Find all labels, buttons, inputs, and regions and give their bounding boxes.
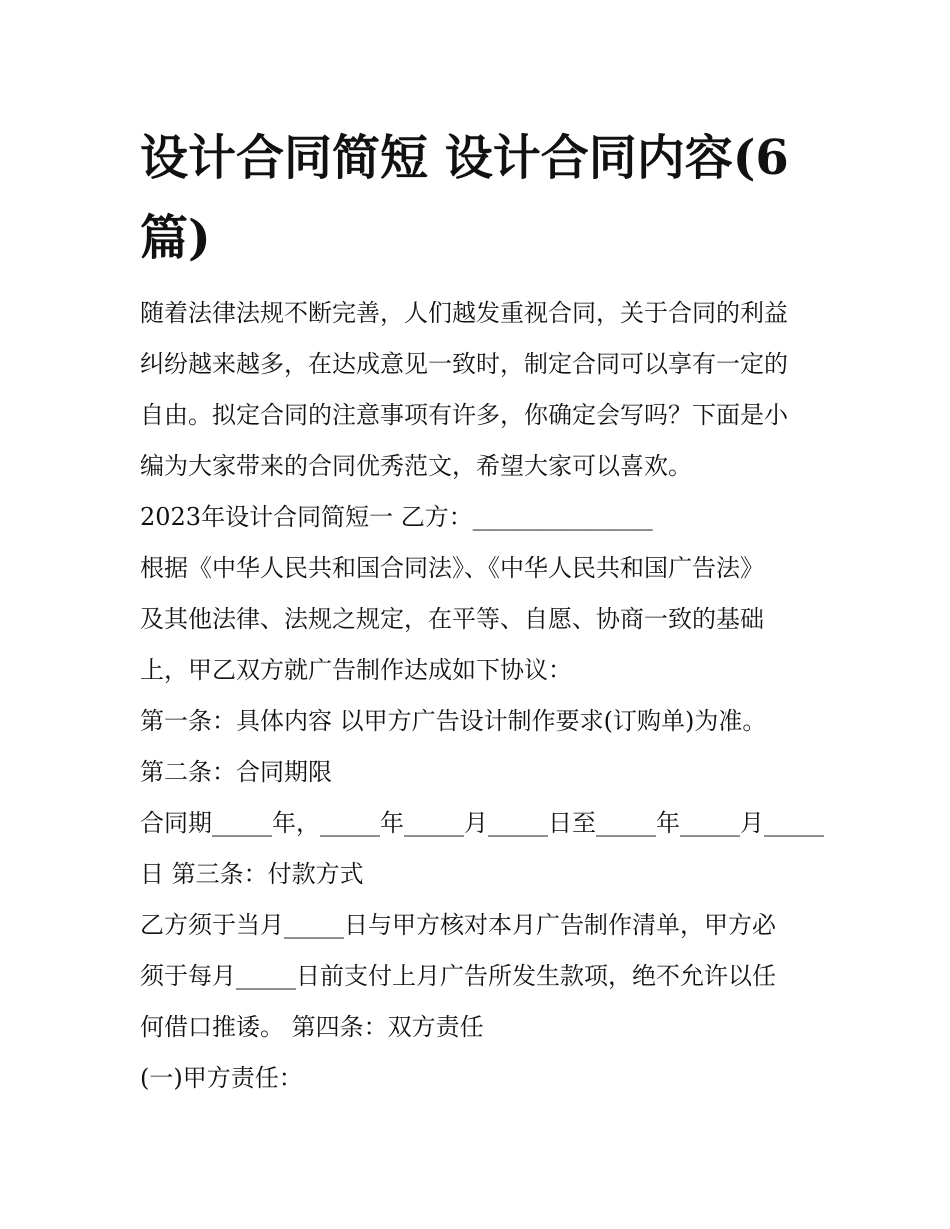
document-title xyxy=(140,118,820,278)
body-line: 第二条：合同期限 xyxy=(140,758,332,786)
body-line: 须于每月_____日前支付上月广告所发生款项，绝不允许以任 xyxy=(140,962,776,990)
document-body xyxy=(140,288,824,1104)
title-line-2: 篇) xyxy=(140,210,211,266)
body-line: 何借口推诿。 第四条：双方责任 xyxy=(140,1013,484,1041)
body-line: 编为大家带来的合同优秀范文，希望大家可以喜欢。 xyxy=(140,452,692,480)
body-line: 日 第三条：付款方式 xyxy=(140,860,364,888)
body-line: 纠纷越来越多，在达成意见一致时，制定合同可以享有一定的 xyxy=(140,350,788,378)
body-line: 2023年设计合同简短一 乙方：_______________ xyxy=(140,503,653,531)
body-line: 根据《中华人民共和国合同法》、《中华人民共和国广告法》 xyxy=(140,554,764,582)
body-line: 及其他法律、法规之规定，在平等、自愿、协商一致的基础 xyxy=(140,605,764,633)
body-line: 第一条：具体内容 以甲方广告设计制作要求(订购单)为准。 xyxy=(140,707,767,735)
body-line: (一)甲方责任： xyxy=(140,1064,303,1092)
body-line: 自由。拟定合同的注意事项有许多，你确定会写吗？下面是小 xyxy=(140,401,788,429)
body-line: 乙方须于当月_____日与甲方核对本月广告制作清单，甲方必 xyxy=(140,911,776,939)
title-line-1: 设计合同简短 设计合同内容(6 xyxy=(140,130,789,186)
body-line: 随着法律法规不断完善，人们越发重视合同，关于合同的利益 xyxy=(140,299,788,327)
body-line: 合同期_____年，_____年_____月_____日至_____年_____月_____ xyxy=(140,809,824,837)
document-page xyxy=(140,118,824,1104)
body-line: 上，甲乙双方就广告制作达成如下协议： xyxy=(140,656,572,684)
